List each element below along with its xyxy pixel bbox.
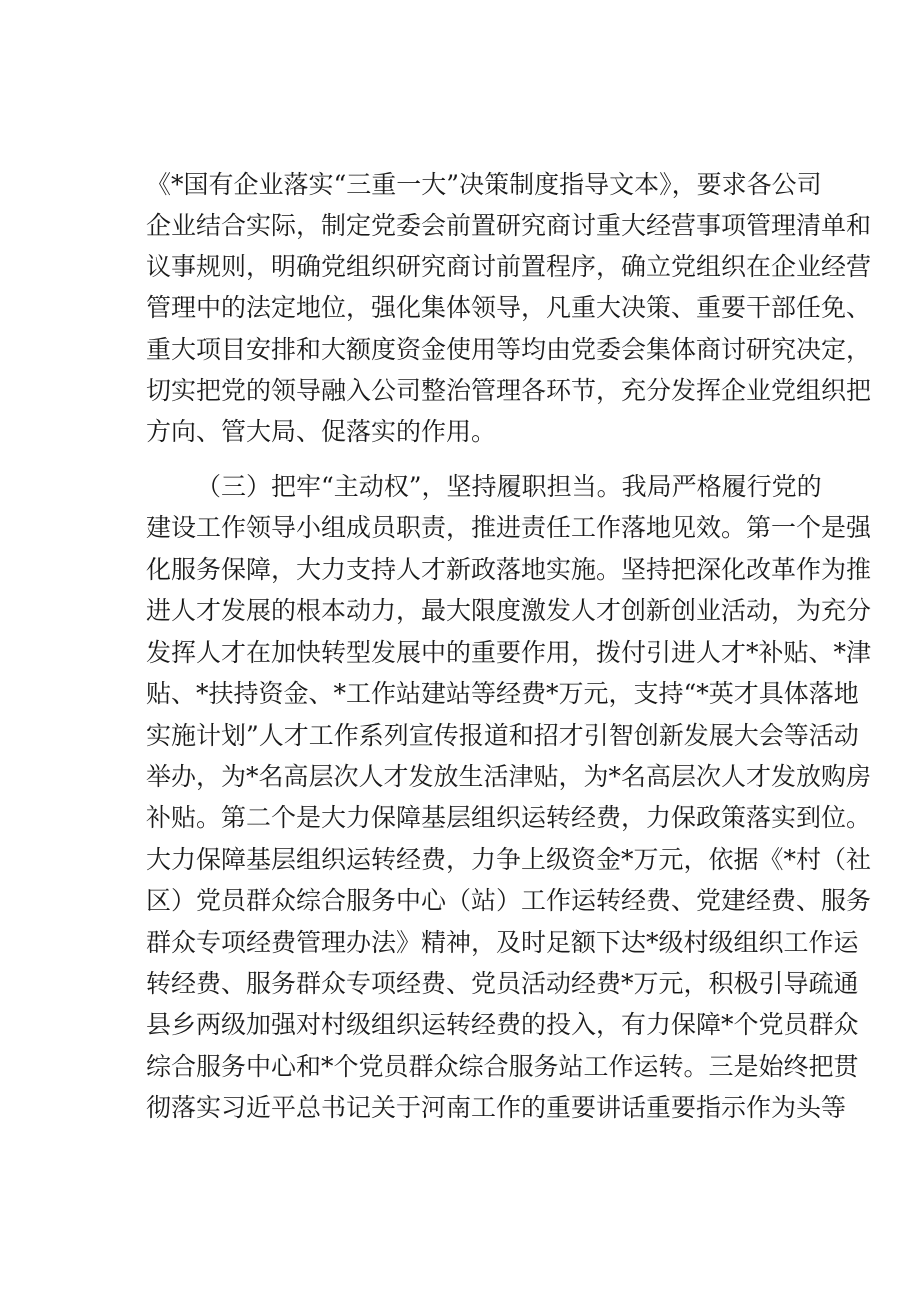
text-line: 建设工作领导小组成员职责，推进责任工作落地见效。第一个是强 bbox=[146, 513, 872, 542]
text-line: 企业结合实际，制定党委会前置研究商讨重大经营事项管理清单和 bbox=[146, 211, 872, 240]
text-line: 《*国有企业落实“三重一大”决策制度指导文本》，要求各公司 bbox=[146, 170, 822, 199]
text-line: 补贴。第二个是大力保障基层组织运转经费，力保政策落实到位。 bbox=[146, 803, 872, 832]
text-line: 管理中的法定地位，强化集体领导，凡重大决策、重要干部任免、 bbox=[146, 293, 872, 322]
text-line: 重大项目安排和大额度资金使用等均由党委会集体商讨研究决定， bbox=[146, 335, 872, 364]
text-line: 县乡两级加强对村级组织运转经费的投入，有力保障*个党员群众 bbox=[146, 1010, 859, 1039]
text-line: 群众专项经费管理办法》精神，及时足额下达*级村级组织工作运 bbox=[146, 928, 859, 957]
text-line: 实施计划”人才工作系列宣传报道和招才引智创新发展大会等活动 bbox=[146, 721, 859, 750]
text-line: 化服务保障，大力支持人才新政落地实施。坚持把深化改革作为推 bbox=[146, 555, 872, 584]
text-line: 举办，为*名高层次人才发放生活津贴，为*名高层次人才发放购房 bbox=[146, 762, 872, 791]
text-line: 大力保障基层组织运转经费，力争上级资金*万元，依据《*村（社 bbox=[146, 845, 872, 874]
text-line: 综合服务中心和*个党员群众综合服务站工作运转。三是始终把贯 bbox=[146, 1052, 859, 1081]
text-line: 切实把党的领导融入公司整治管理各环节，充分发挥企业党组织把 bbox=[146, 376, 872, 405]
text-line: 转经费、服务群众专项经费、党员活动经费*万元，积极引导疏通 bbox=[146, 969, 859, 998]
text-line: 贴、*扶持资金、*工作站建站等经费*万元，支持“*英才具体落地 bbox=[146, 679, 859, 708]
text-line: 区）党员群众综合服务中心（站）工作运转经费、党建经费、服务 bbox=[146, 886, 872, 915]
text-line: 议事规则，明确党组织研究商讨前置程序，确立党组织在企业经营 bbox=[146, 252, 872, 281]
text-line: （三）把牢“主动权”，坚持履职担当。我局严格履行党的 bbox=[196, 472, 822, 501]
text-line: 彻落实习近平总书记关于河南工作的重要讲话重要指示作为头等 bbox=[146, 1093, 847, 1122]
text-line: 发挥人才在加快转型发展中的重要作用，拨付引进人才*补贴、*津 bbox=[146, 638, 872, 667]
text-line: 方向、管大局、促落实的作用。 bbox=[146, 417, 497, 446]
text-line: 进人才发展的根本动力，最大限度激发人才创新创业活动，为充分 bbox=[146, 596, 872, 625]
